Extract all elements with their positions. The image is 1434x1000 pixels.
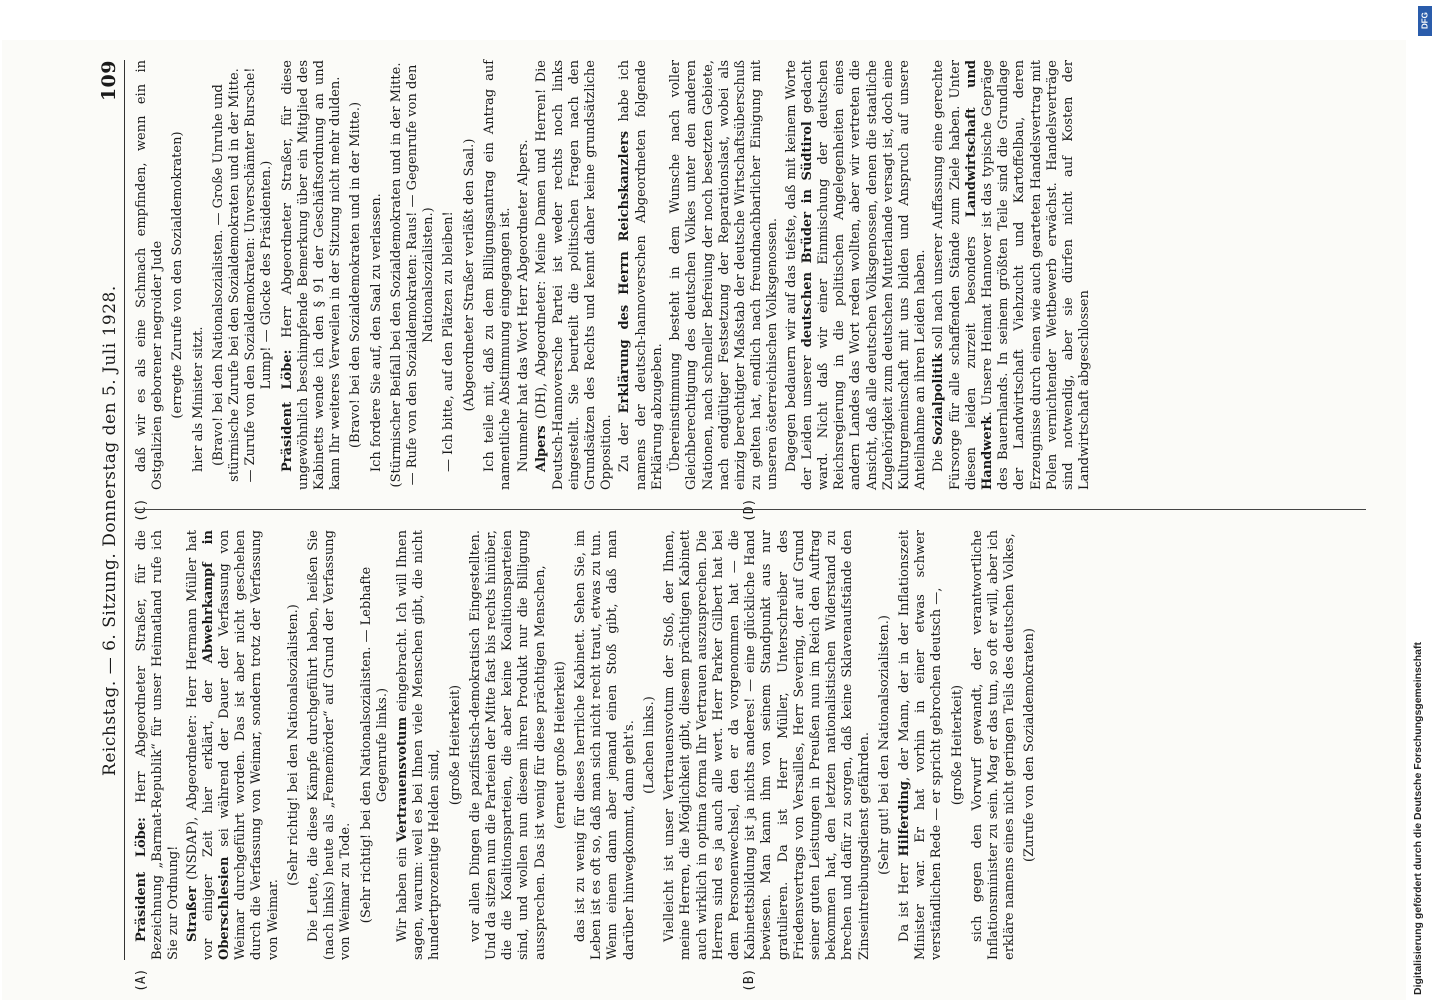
paragraph: Die Leute, die diese Kämpfe durchgeführt haben, heißen Sie (nach links) heute als „Fememörder“ auf Grund der Verfassung von Weimar zu Tode. bbox=[306, 530, 354, 960]
paragraph: — Ich bitte, auf den Plätzen zu bleiben! bbox=[441, 211, 457, 472]
paragraph: Vielleicht ist unser Vertrauensvotum der Stoß, der Ihnen, meine Herren, die Möglichkeit gibt, diesem prächtigen Kabinett auch wirklich in optima forma Ihr Vertrauen auszusprechen. Die Herren sind es ja auch alle wert. Herr Parker Gilbert hat bei dem Personenwechsel, den er da vorgenommen hat — die Kabinettsbildung ist ja nichts anderes! — eine glückliche Hand bewiesen. Man kann ihm von seinem Standpunkt aus nur gratulieren. Da ist Herr Müller, Unterschreiber des Friedensvertrags von Versailles, Herr Severing, der auf Grund seiner guten Leistungen in Preußen nun im Reich den Auftrag bekommen hat, den letzten nationalistischen Widerstand zu brechen und dafür zu sorgen, daß keine Sklavenaufstände den Zinseintreibungsdienst gefährden. bbox=[662, 530, 872, 960]
paragraph: Nunmehr hat das Wort Herr Abgeordneter Alpers. bbox=[516, 139, 532, 472]
right-column bbox=[134, 60, 1366, 490]
interjection: (große Heiterkeit) bbox=[447, 684, 463, 806]
margin-mark-b: (B) bbox=[742, 968, 757, 992]
paragraph: Straßer (NSDAP), Abgeordneter: Herr Hermann Müller hat vor einiger Zeit hier erklärt, der Abwehrkampf in Oberschlesien sei während der Dauer der Verfassung von Weimar durchgeführt worden. Das ist aber nicht geschehen durch die Verfassung von Weimar, sondern trotz der Verfassung von Weimar. bbox=[184, 530, 281, 960]
interjection: (Lachen links.) bbox=[641, 696, 657, 794]
document-page bbox=[2, 40, 1406, 1000]
paragraph: Wir haben ein Vertrauensvotum eingebracht. Ich will Ihnen sagen, warum: weil es bei Ihnen viele Menschen gibt, die nicht hundertprozentige Helden sind, bbox=[395, 530, 443, 960]
page-number: 109 bbox=[98, 60, 120, 102]
interjection: (Sehr gut! bei den Nationalsozialisten.) bbox=[876, 615, 892, 875]
margin-mark-c: (C) bbox=[134, 498, 149, 522]
paragraph: Präsident Löbe: Herr Abgeordneter Straßer, für die Bezeichnung „Barmat-Republik“ für unser Heimatland rufe ich Sie zur Ordnung! bbox=[134, 530, 182, 960]
paragraph: Dagegen bedauern wir auf das tiefste, daß mit keinem Worte der Leiden unserer deutschen Brüder in Südtirol gedacht ward. Nicht daß wir einer Einmischung der deutschen Reichsregierung in die politischen Angelegenheiten eines andern Landes das Wort reden wollten, aber wir vertreten die Ansicht, daß alle deutschen Volksgenossen, denen die staatliche Zugehörigkeit zum deutschen Mutterlande versagt ist, doch eine Kulturgemeinschaft mit uns bilden und Anspruch auf unsere Anteilnahme an ihren Leiden haben. bbox=[783, 60, 929, 490]
interjection: (erneut große Heiterkeit) bbox=[552, 661, 568, 829]
digitization-credit: Digitalisierung gefördert durch die Deutsche Forschungsgemeinschaft bbox=[1412, 642, 1424, 995]
interjection: (Sehr richtig! bei den Nationalsozialisten. — Lebhafte Gegenrufe links.) bbox=[358, 566, 390, 924]
paragraph: Ich fordere Sie auf, den Saal zu verlassen. bbox=[368, 193, 384, 472]
paragraph: Übereinstimmung besteht in dem Wunsche nach voller Gleichberechtigung des deutschen Volkes unter den anderen Nationen, nach schneller Befreiung der noch besetzten Gebiete, nach endgültiger Festsetzung der Reparationslast, wobei als einzig berechtigter Maßstab der deutsche Wirtschaftsüberschuß zu gelten hat, endlich nach freundnachbarlicher Einigung mit unseren österreichischen Volksgenossen. bbox=[668, 60, 781, 490]
paragraph: hier als Minister sitzt. bbox=[190, 326, 206, 472]
dfg-logo: DFG bbox=[1418, 6, 1432, 36]
left-column bbox=[134, 530, 1366, 960]
paragraph: vor allen Dingen die pazifistisch-demokratisch Eingestellten. Und da sitzen nun die Parteien der Mitte fast bis rechts hinüber, die die Koalitionsparteien, die aber keine Koalitionsparteien sind, und wollen nun diesem ihren Produkt nur die Billigung aussprechen. Das ist wenig für diese prächtigen Menschen, bbox=[467, 530, 548, 960]
paragraph: Präsident Löbe: Herr Abgeordneter Straßer, für diese ungewöhnlich beschimpfende Bemerkung über ein Mitglied des Kabinetts wende ich den § 91 der Geschäftsordnung an und kann Ihr weiteres Verweilen in der Sitzung nicht mehr dulden. bbox=[279, 59, 344, 490]
interjection: (Zurufe von den Sozialdemokraten) bbox=[1022, 628, 1038, 862]
interjection: (erregte Zurufe von den Sozialdemokraten) bbox=[170, 131, 186, 419]
paragraph: Ich teile mit, daß zu dem Billigungsantrag ein Antrag auf namentliche Abstimmung eingegangen ist. bbox=[481, 60, 514, 490]
page-title: Reichstag. — 6. Sitzung. Donnerstag den 5. Juli 1928. bbox=[100, 285, 120, 776]
paragraph: Da ist Herr Hilferding, der Mann, der in der Inflationszeit Minister war. Er hat vorhin in einer etwas schwer verständlichen Rede — er spricht gebrochen deutsch —, bbox=[896, 530, 945, 960]
paragraph: sich gegen den Vorwurf gewandt, der verantwortliche Inflationsminister zu sein. Mag er das tun, so oft er will, aber ich erkläre namens eines nicht geringen Teils des deutschen Volkes, bbox=[969, 530, 1018, 960]
paragraph: Die Sozialpolitik soll nach unserer Auffassung eine gerechte Fürsorge für alle schaffenden Stände zum Ziele haben. Unter diesen leiden zurzeit besonders Landwirtschaft und Handwerk. Unsere Heimat Hannover ist das typische Gepräge des Bauernlands. In seinem größten Teile sind die Grundlage der Landwirtschaft Viehzucht und Kartoffelbau, deren Erzeugnisse durch einen wie auch gearteten Handelsvertrag mit Polen vernichtender Wettbewerb erwächst. Handelsverträge sind notwendig, aber sie dürfen nicht auf Kosten der Landwirtschaft abgeschlossen bbox=[931, 59, 1093, 490]
interjection: (Abgeordneter Straßer verläßt den Saal.) bbox=[461, 138, 477, 412]
header-rule bbox=[124, 60, 125, 960]
interjection: (Bravo! bei den Sozialdemokraten und in der Mitte.) bbox=[348, 101, 364, 449]
paragraph: Zu der Erklärung des Herrn Reichskanzlers habe ich namens der deutsch-hannoverschen Abgeordneten folgende Erklärung abzugeben. bbox=[617, 60, 665, 490]
paragraph: Alpers (DH), Abgeordneter: Meine Damen und Herren! Die Deutsch-Hannoversche Partei ist weder rechts noch links eingestellt. Sie beurteilt die politischen Fragen nach den Grundsätzen des Rechts und kennt daher keine grundsätzliche Opposition. bbox=[534, 60, 615, 490]
margin-mark-a: (A) bbox=[134, 968, 149, 992]
column-divider bbox=[134, 509, 1366, 510]
margin-mark-d: (D) bbox=[742, 498, 757, 522]
interjection: (Stürmischer Beifall bei den Sozialdemokraten und in der Mitte. — Rufe von den Sozialdemokraten: Raus! — Gegenrufe von den Nationalsozialisten.) bbox=[388, 62, 437, 488]
interjection: (Sehr richtig! bei den Nationalsozialisten.) bbox=[285, 604, 301, 886]
page-header bbox=[90, 60, 120, 960]
interjection: (große Heiterkeit) bbox=[949, 684, 965, 806]
paragraph: das ist zu wenig für dieses herrliche Kabinett. Sehen Sie, im Leben ist es oft so, daß man sich nicht recht traut, etwas zu tun. Wenn einem dann aber jemand einen Stoß gibt, daß man darüber hinwegkommt, dann geht's. bbox=[573, 530, 637, 960]
paragraph: daß wir es als eine Schmach empfinden, wenn ein in Ostgalizien geborener negroider Jude bbox=[134, 60, 166, 490]
interjection: (Bravo! bei den Nationalsozialisten. — Große Unruhe und stürmische Zurufe bei den Sozialdemokraten und in der Mitte. — Zurufe von den Sozialdemokraten: Unverschämter Bursche! Lump! — Glocke des Präsidenten.) bbox=[210, 67, 275, 483]
